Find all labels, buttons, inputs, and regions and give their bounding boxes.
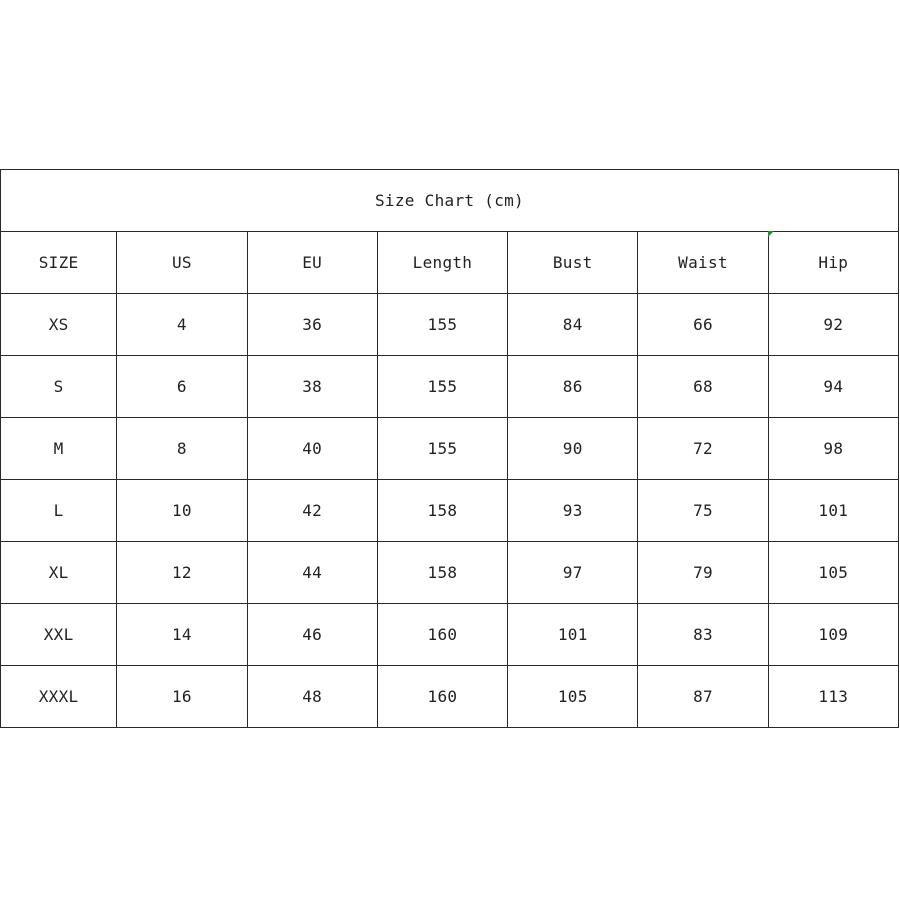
cell-us: 8 — [117, 418, 247, 480]
cell-eu: 40 — [247, 418, 377, 480]
cell-hip: 92 — [768, 294, 898, 356]
cell-waist: 83 — [638, 604, 768, 666]
corner-marker-icon — [768, 231, 774, 237]
table-row — [1, 604, 899, 666]
cell-size: S — [1, 356, 117, 418]
header-bust: Bust — [508, 232, 638, 294]
header-waist: Waist — [638, 232, 768, 294]
table-row — [1, 480, 899, 542]
cell-length: 155 — [377, 356, 507, 418]
header-hip-label: Hip — [818, 253, 849, 272]
cell-eu: 42 — [247, 480, 377, 542]
cell-length: 155 — [377, 294, 507, 356]
cell-waist: 72 — [638, 418, 768, 480]
cell-waist: 75 — [638, 480, 768, 542]
cell-length: 158 — [377, 542, 507, 604]
table-title: Size Chart (cm) — [1, 170, 899, 232]
cell-bust: 105 — [508, 666, 638, 728]
header-size: SIZE — [1, 232, 117, 294]
table-row — [1, 418, 899, 480]
table-body — [1, 294, 899, 728]
cell-us: 10 — [117, 480, 247, 542]
cell-size: XXL — [1, 604, 117, 666]
title-row — [1, 170, 899, 232]
cell-eu: 48 — [247, 666, 377, 728]
table-row — [1, 356, 899, 418]
table-row — [1, 666, 899, 728]
cell-waist: 66 — [638, 294, 768, 356]
cell-length: 160 — [377, 604, 507, 666]
header-eu: EU — [247, 232, 377, 294]
cell-eu: 38 — [247, 356, 377, 418]
cell-eu: 36 — [247, 294, 377, 356]
cell-length: 155 — [377, 418, 507, 480]
header-length: Length — [377, 232, 507, 294]
header-row — [1, 232, 899, 294]
cell-hip: 94 — [768, 356, 898, 418]
cell-bust: 86 — [508, 356, 638, 418]
cell-hip: 113 — [768, 666, 898, 728]
header-us: US — [117, 232, 247, 294]
cell-us: 12 — [117, 542, 247, 604]
cell-us: 14 — [117, 604, 247, 666]
header-hip — [768, 232, 898, 294]
cell-length: 160 — [377, 666, 507, 728]
cell-hip: 105 — [768, 542, 898, 604]
cell-waist: 79 — [638, 542, 768, 604]
cell-size: M — [1, 418, 117, 480]
cell-hip: 101 — [768, 480, 898, 542]
cell-size: XL — [1, 542, 117, 604]
cell-waist: 87 — [638, 666, 768, 728]
cell-us: 6 — [117, 356, 247, 418]
cell-hip: 109 — [768, 604, 898, 666]
size-chart-table — [0, 169, 899, 728]
cell-eu: 46 — [247, 604, 377, 666]
cell-length: 158 — [377, 480, 507, 542]
cell-bust: 84 — [508, 294, 638, 356]
cell-size: XXXL — [1, 666, 117, 728]
cell-bust: 97 — [508, 542, 638, 604]
table-row — [1, 294, 899, 356]
cell-bust: 93 — [508, 480, 638, 542]
table-row — [1, 542, 899, 604]
cell-eu: 44 — [247, 542, 377, 604]
cell-hip: 98 — [768, 418, 898, 480]
cell-size: XS — [1, 294, 117, 356]
cell-bust: 101 — [508, 604, 638, 666]
cell-size: L — [1, 480, 117, 542]
cell-us: 16 — [117, 666, 247, 728]
cell-bust: 90 — [508, 418, 638, 480]
cell-us: 4 — [117, 294, 247, 356]
cell-waist: 68 — [638, 356, 768, 418]
